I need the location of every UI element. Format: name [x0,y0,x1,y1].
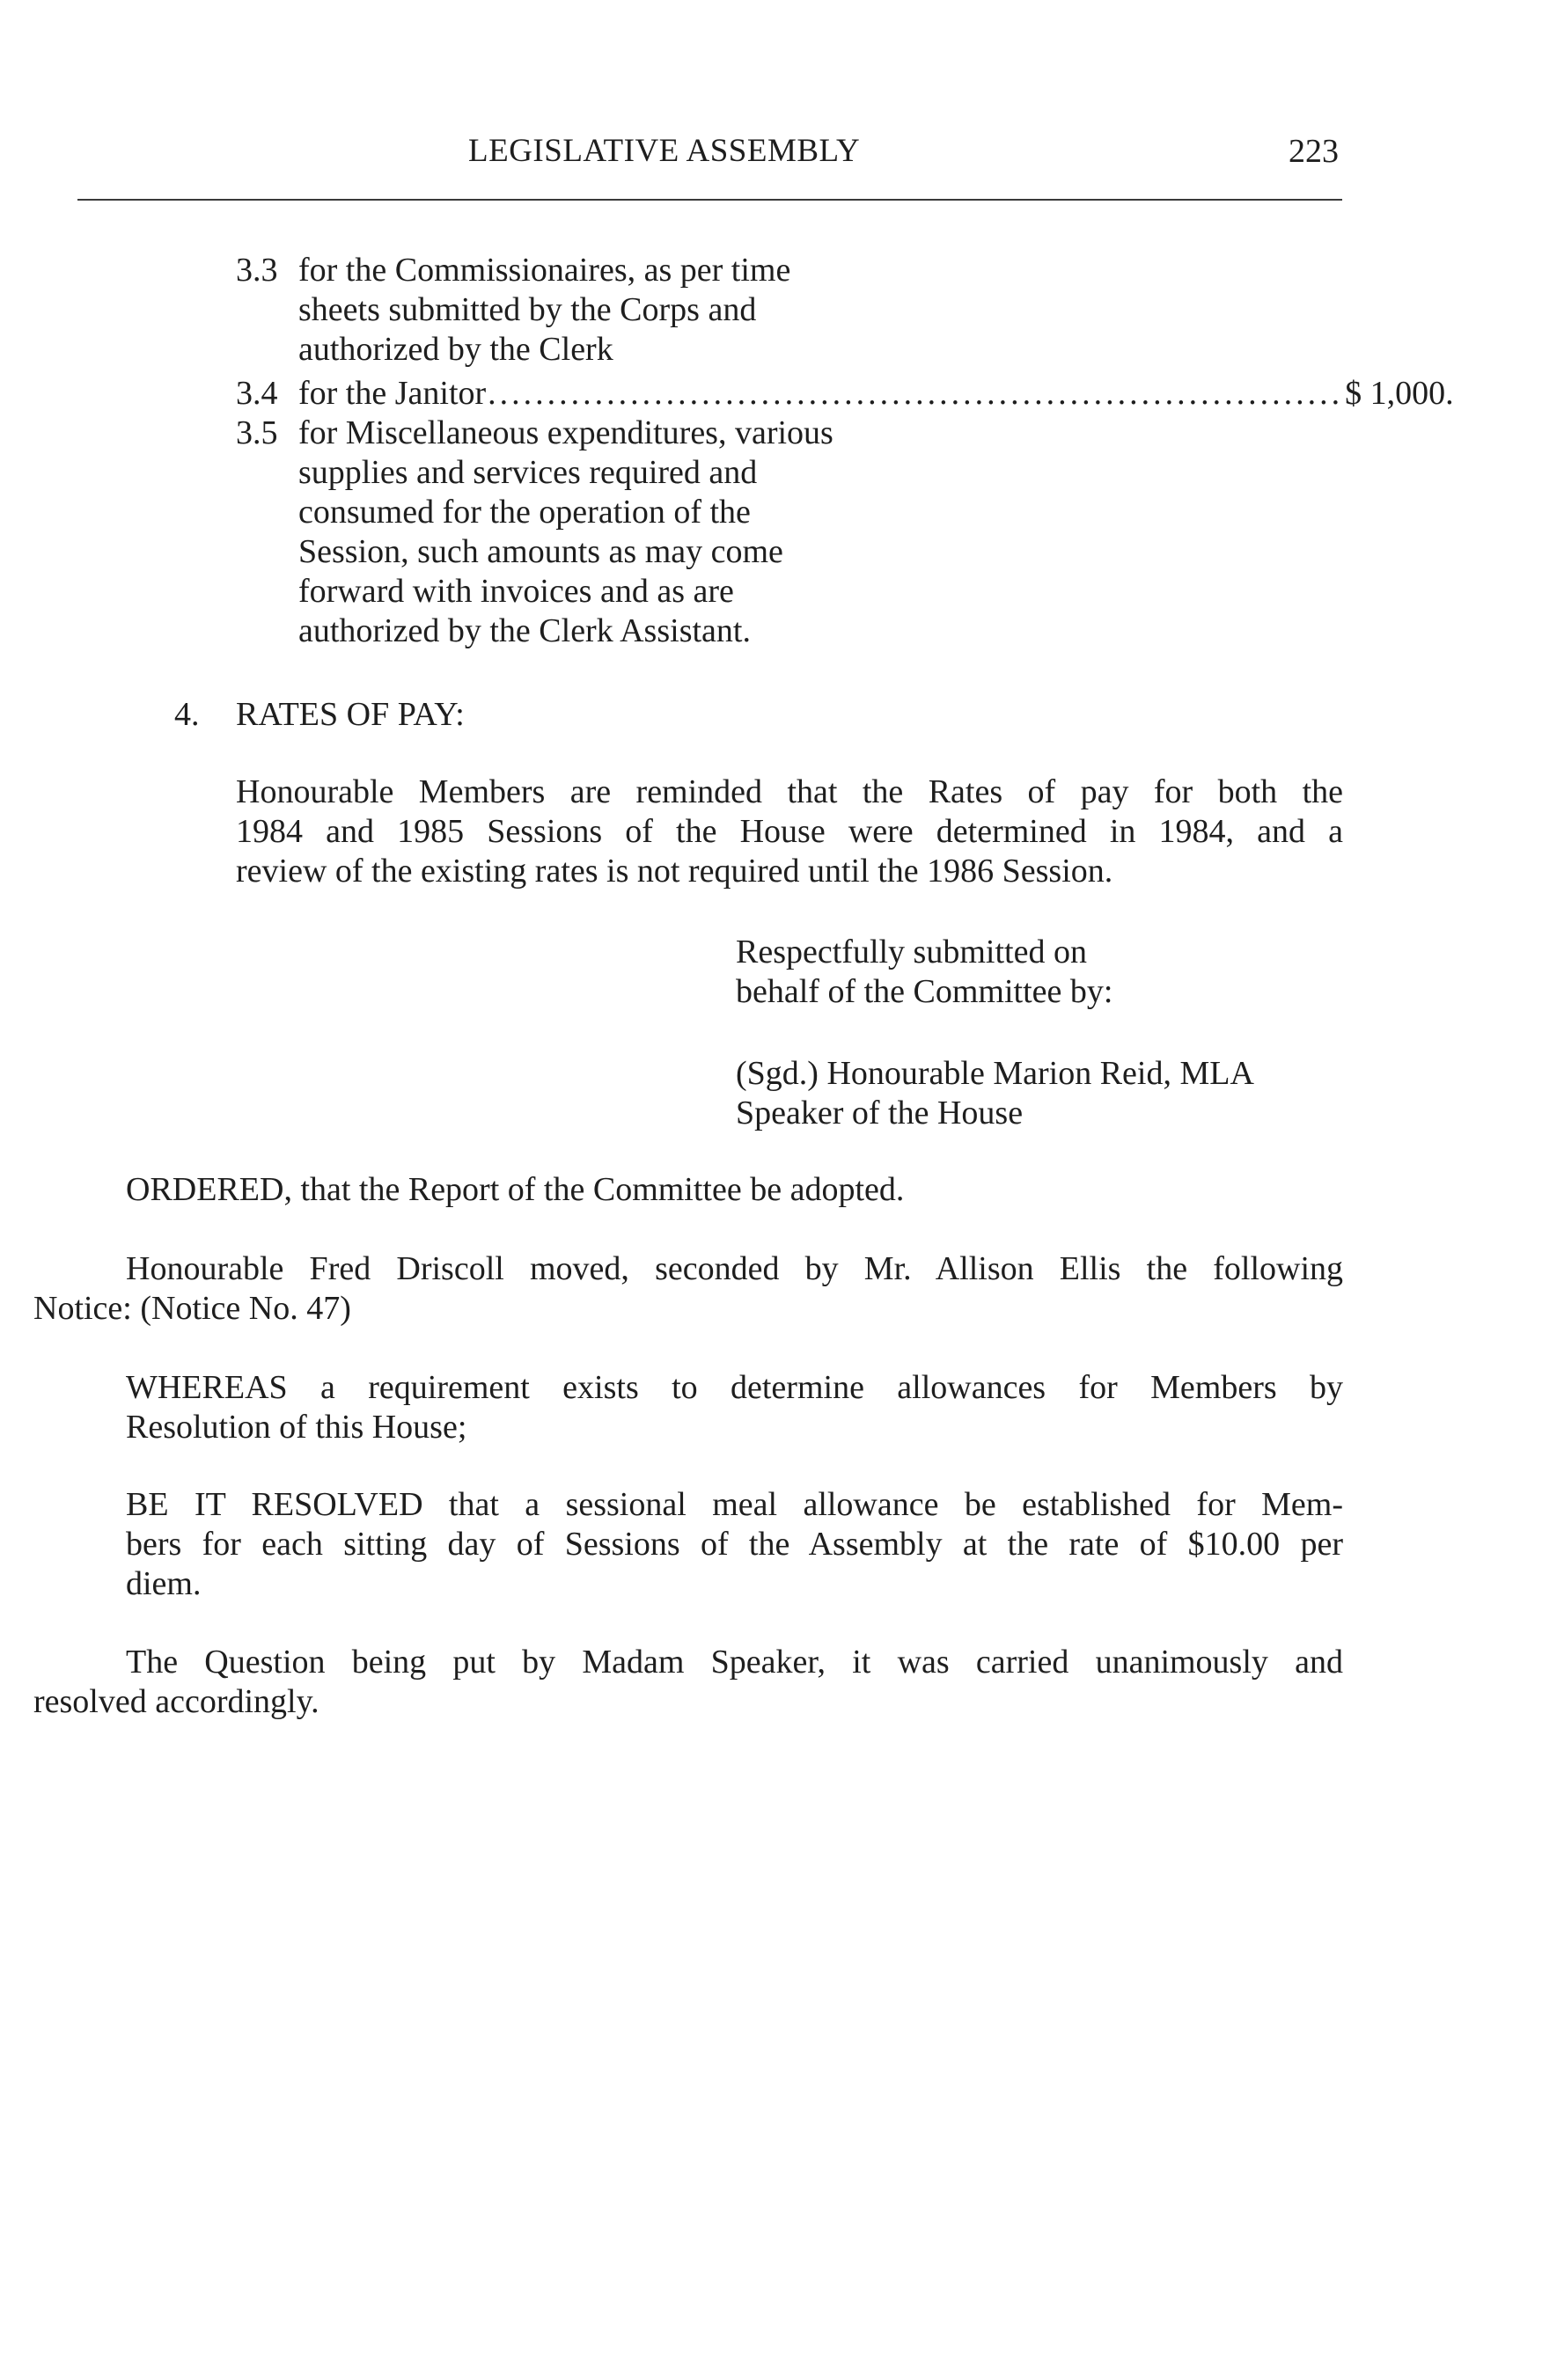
item-line: supplies and services required and [298,454,758,491]
item-line: for Miscellaneous expenditures, various [298,414,833,451]
submitted-by-block [736,933,1112,1012]
submitted-line: behalf of the Committee by: [736,973,1113,1010]
paragraph-line: bers for each sitting day of Sessions of the Assembly at the rate of $10.00 per [126,1526,1343,1563]
item-description: for the Janitor [298,375,487,412]
rates-of-pay-paragraph [236,773,1343,891]
paragraph-line: Honourable Members are reminded that the Rates of pay for both the [236,773,1343,810]
item-text [298,251,790,370]
section-number: 4. [174,696,200,733]
item-text [298,414,833,651]
paragraph-line: resolved accordingly. [33,1683,319,1720]
paragraph-line: diem. [126,1565,202,1602]
item-line: sheets submitted by the Corps and [298,291,757,328]
item-line: authorized by the Clerk Assistant. [298,612,751,649]
signer-block [736,1054,1254,1133]
submitted-line: Respectfully submitted on [736,934,1087,970]
item-line: authorized by the Clerk [298,331,613,368]
paragraph-line: The Question being put by Madam Speaker, it was carried unanimously and [126,1644,1343,1681]
page-number: 223 [1289,133,1339,170]
running-header-title: LEGISLATIVE ASSEMBLY [468,133,861,169]
item-line: consumed for the operation of the [298,494,751,531]
item-amount: $ 1,000. [1345,375,1454,412]
paragraph-line: Honourable Fred Driscoll moved, seconded by Mr. Allison Ellis the following [126,1250,1343,1287]
motion-paragraph [33,1249,1343,1329]
header-rule [77,199,1342,201]
paragraph-line: 1984 and 1985 Sessions of the House were determined in 1984, and a [236,813,1343,850]
item-line: forward with invoices and as are [298,573,734,610]
question-paragraph [33,1643,1343,1722]
item-line: Session, such amounts as may come [298,533,783,570]
resolution-clause [126,1485,1343,1604]
paragraph-line: Notice: (Notice No. 47) [33,1290,351,1327]
budget-item-3-4 [236,374,1454,414]
signer-line: (Sgd.) Honourable Marion Reid, MLA [736,1055,1254,1092]
paragraph-line: Resolution of this House; [126,1409,467,1446]
dot-leader: ........................................................................ [488,375,1344,412]
paragraph-line: WHEREAS a requirement exists to determine allowances for Members by [126,1369,1343,1406]
paragraph-line: BE IT RESOLVED that a sessional meal allowance be established for Mem- [126,1486,1343,1523]
item-number: 3.3 [236,252,278,289]
section-heading: RATES OF PAY: [236,696,465,733]
ordered-statement: ORDERED, that the Report of the Committee be adopted. [126,1171,905,1208]
paragraph-line: review of the existing rates is not required until the 1986 Session. [236,853,1113,890]
item-line: for the Commissionaires, as per time [298,252,791,289]
item-number: 3.5 [236,414,278,451]
whereas-clause [126,1368,1343,1447]
signer-line: Speaker of the House [736,1095,1024,1131]
item-number: 3.4 [236,375,278,412]
